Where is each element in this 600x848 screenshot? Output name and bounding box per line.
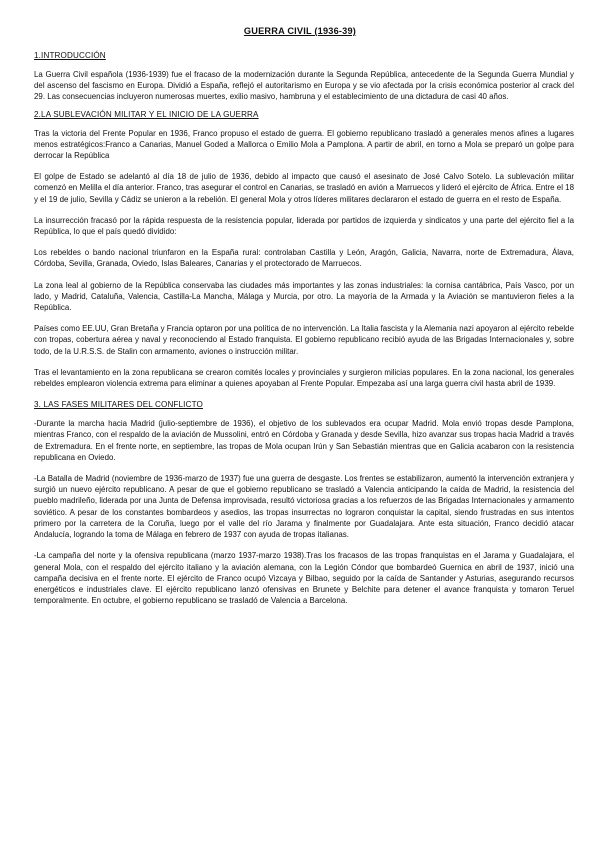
section-sublevacion xyxy=(34,109,574,390)
paragraph: La Guerra Civil española (1936-1939) fue el fracaso de la modernización durante la Segunda República, antecedente de la Segunda Guerra Mundial y del ascenso del fascismo en Europa. Dividió a España, reflejó el autoritarismo en Europa y se vio afectada por la crisis económica posterior al crack del 29. Las consecuencias incluyeron numerosas muertes, exilio masivo, hambruna y el establecimiento de una dictadura de casi 40 años. xyxy=(34,70,574,102)
paragraph: Tras el levantamiento en la zona republicana se crearon comités locales y provinciales y surgieron milicias populares. En la zona nacional, los generales rebeldes emplearon violencia extrema para eliminar a quienes apoyaban al Frente Popular. Empezaba así una larga guerra civil hasta abril de 1939. xyxy=(34,367,574,389)
section-fases-militares xyxy=(34,399,574,606)
section-heading: 1.INTRODUCCIÓN xyxy=(34,51,106,60)
paragraph: -La Batalla de Madrid (noviembre de 1936-marzo de 1937) fue una guerra de desgaste. Los frentes se estabilizaron, aumentó la intervención extranjera y surgió un nuevo ejército republicano. A pesar de que el gobierno republicano se trasladó a Valencia anticipando la caída de Madrid, la resistencia del pueblo madrileño, liderada por una Junta de Defensa improvisada, resultó victoriosa gracias a los refuerzos de las Brigadas Internacionales y armamento soviético. A pesar de los constantes bombardeos y asedios, las tropas insurrectas no lograron conquistar la capital, siendo frustradas en sus intentos primero por la carretera de la Coruña, luego por el valle del río Jarama y finalmente por Guadalajara. Ante esta situación, Franco decidió atacar Andalucía, logrando la toma de Málaga en febrero de 1937 con ayuda de tropas italianas. xyxy=(34,474,574,540)
document-body xyxy=(34,50,574,616)
section-heading: 3. LAS FASES MILITARES DEL CONFLICTO xyxy=(34,400,203,410)
paragraph: Tras la victoria del Frente Popular en 1936, Franco propuso el estado de guerra. El gobierno republicano trasladó a generales menos afines a lugares menos estratégicos:Franco a Canarias, Manuel Goded a Mallorca o Emilio Mola a Pamplona. A partir de abril, en torno a Mola se preparó un golpe para derrocar la República xyxy=(34,128,574,161)
paragraph: El golpe de Estado se adelantó al día 18 de julio de 1936, debido al impacto que causó el asesinato de José Calvo Sotelo. La sublevación militar comenzó en Melilla el día anterior. Franco, tras asegurar el control en Canarias, se trasladó en avión a Marruecos y lideró el ejército de África. Entre el 18 y el 19 de julio, Sevilla y Cádiz se unieron a la rebelión. El general Mola y otros líderes militares declararon el estado de guerra en el resto de España. xyxy=(34,172,574,204)
paragraph: Países como EE.UU, Gran Bretaña y Francia optaron por una política de no intervención. La Italia fascista y la Alemania nazi apoyaron al ejército rebelde con tropas, cobertura aérea y naval y reconociendo al Estado franquista. El gobierno republicano recibió ayuda de las Brigadas Internacionales y, sobre todo, de la U.R.S.S. de Stalin con armamento, aviones o instrucción militar. xyxy=(34,324,574,356)
paragraph: La zona leal al gobierno de la República conservaba las ciudades más importantes y las zonas industriales: la cornisa cantábrica, País Vasco, por un lado, y Madrid, Cataluña, Valencia, Castilla-La Mancha, Málaga y Murcia, por otro. La mayoría de la Armada y la Aviación se mantuvieron fieles a la República. xyxy=(34,280,574,313)
paragraph: La insurrección fracasó por la rápida respuesta de la resistencia popular, liderada por partidos de izquierda y sindicatos y una parte del ejército fiel a la República, lo que el país quedó dividido: xyxy=(34,215,574,237)
section-heading: 2.LA SUBLEVACIÓN MILITAR Y EL INICIO DE LA GUERRA xyxy=(34,109,259,119)
document-title: GUERRA CIVIL (1936-39) xyxy=(243,26,357,36)
section-introduccion xyxy=(34,50,574,103)
paragraph: -Durante la marcha hacia Madrid (julio-septiembre de 1936), el objetivo de los sublevados era ocupar Madrid. Mola envió tropas desde Pamplona, mientras Franco, con el respaldo de la aviación de Mussolini, entró en Córdoba y Granada y desde Sevilla, hizo avanzar sus tropas hacia Madrid a través de Extremadura. En el frente norte, en septiembre, las tropas de Mola ocupan Irún y San Sebastián mientras que en Galicia acabaron con la resistencia republicana en Oviedo. xyxy=(34,419,574,462)
paragraph: Los rebeldes o bando nacional triunfaron en la España rural: controlaban Castilla y León, Aragón, Galicia, Navarra, norte de Extremadura, Álava, Córdoba, Sevilla, Granada, Oviedo, Islas Baleares, Canarias y el protectorado de Marruecos. xyxy=(34,248,574,269)
paragraph: -La campaña del norte y la ofensiva republicana (marzo 1937-marzo 1938).Tras los fracasos de las tropas franquistas en el Jarama y Guadalajara, el general Mola, con el respaldo del ejército italiano y la aviación alemana, con la Legión Cóndor que bombardeó Guernica en abril de 1937, inició una campaña decisiva en el frente norte. El ejército de Franco ocupó Vizcaya y Bilbao, seguido por la caída de Santander y Asturias, asegurando recursos energéticos e industriales clave. El ejército republicano lanzó ofensivas en Brunete y Belchite para detener el avance franquista y tomaron Teruel temporalmente. En octubre, el gobierno republicano se trasladó de Valencia a Barcelona. xyxy=(34,551,574,606)
